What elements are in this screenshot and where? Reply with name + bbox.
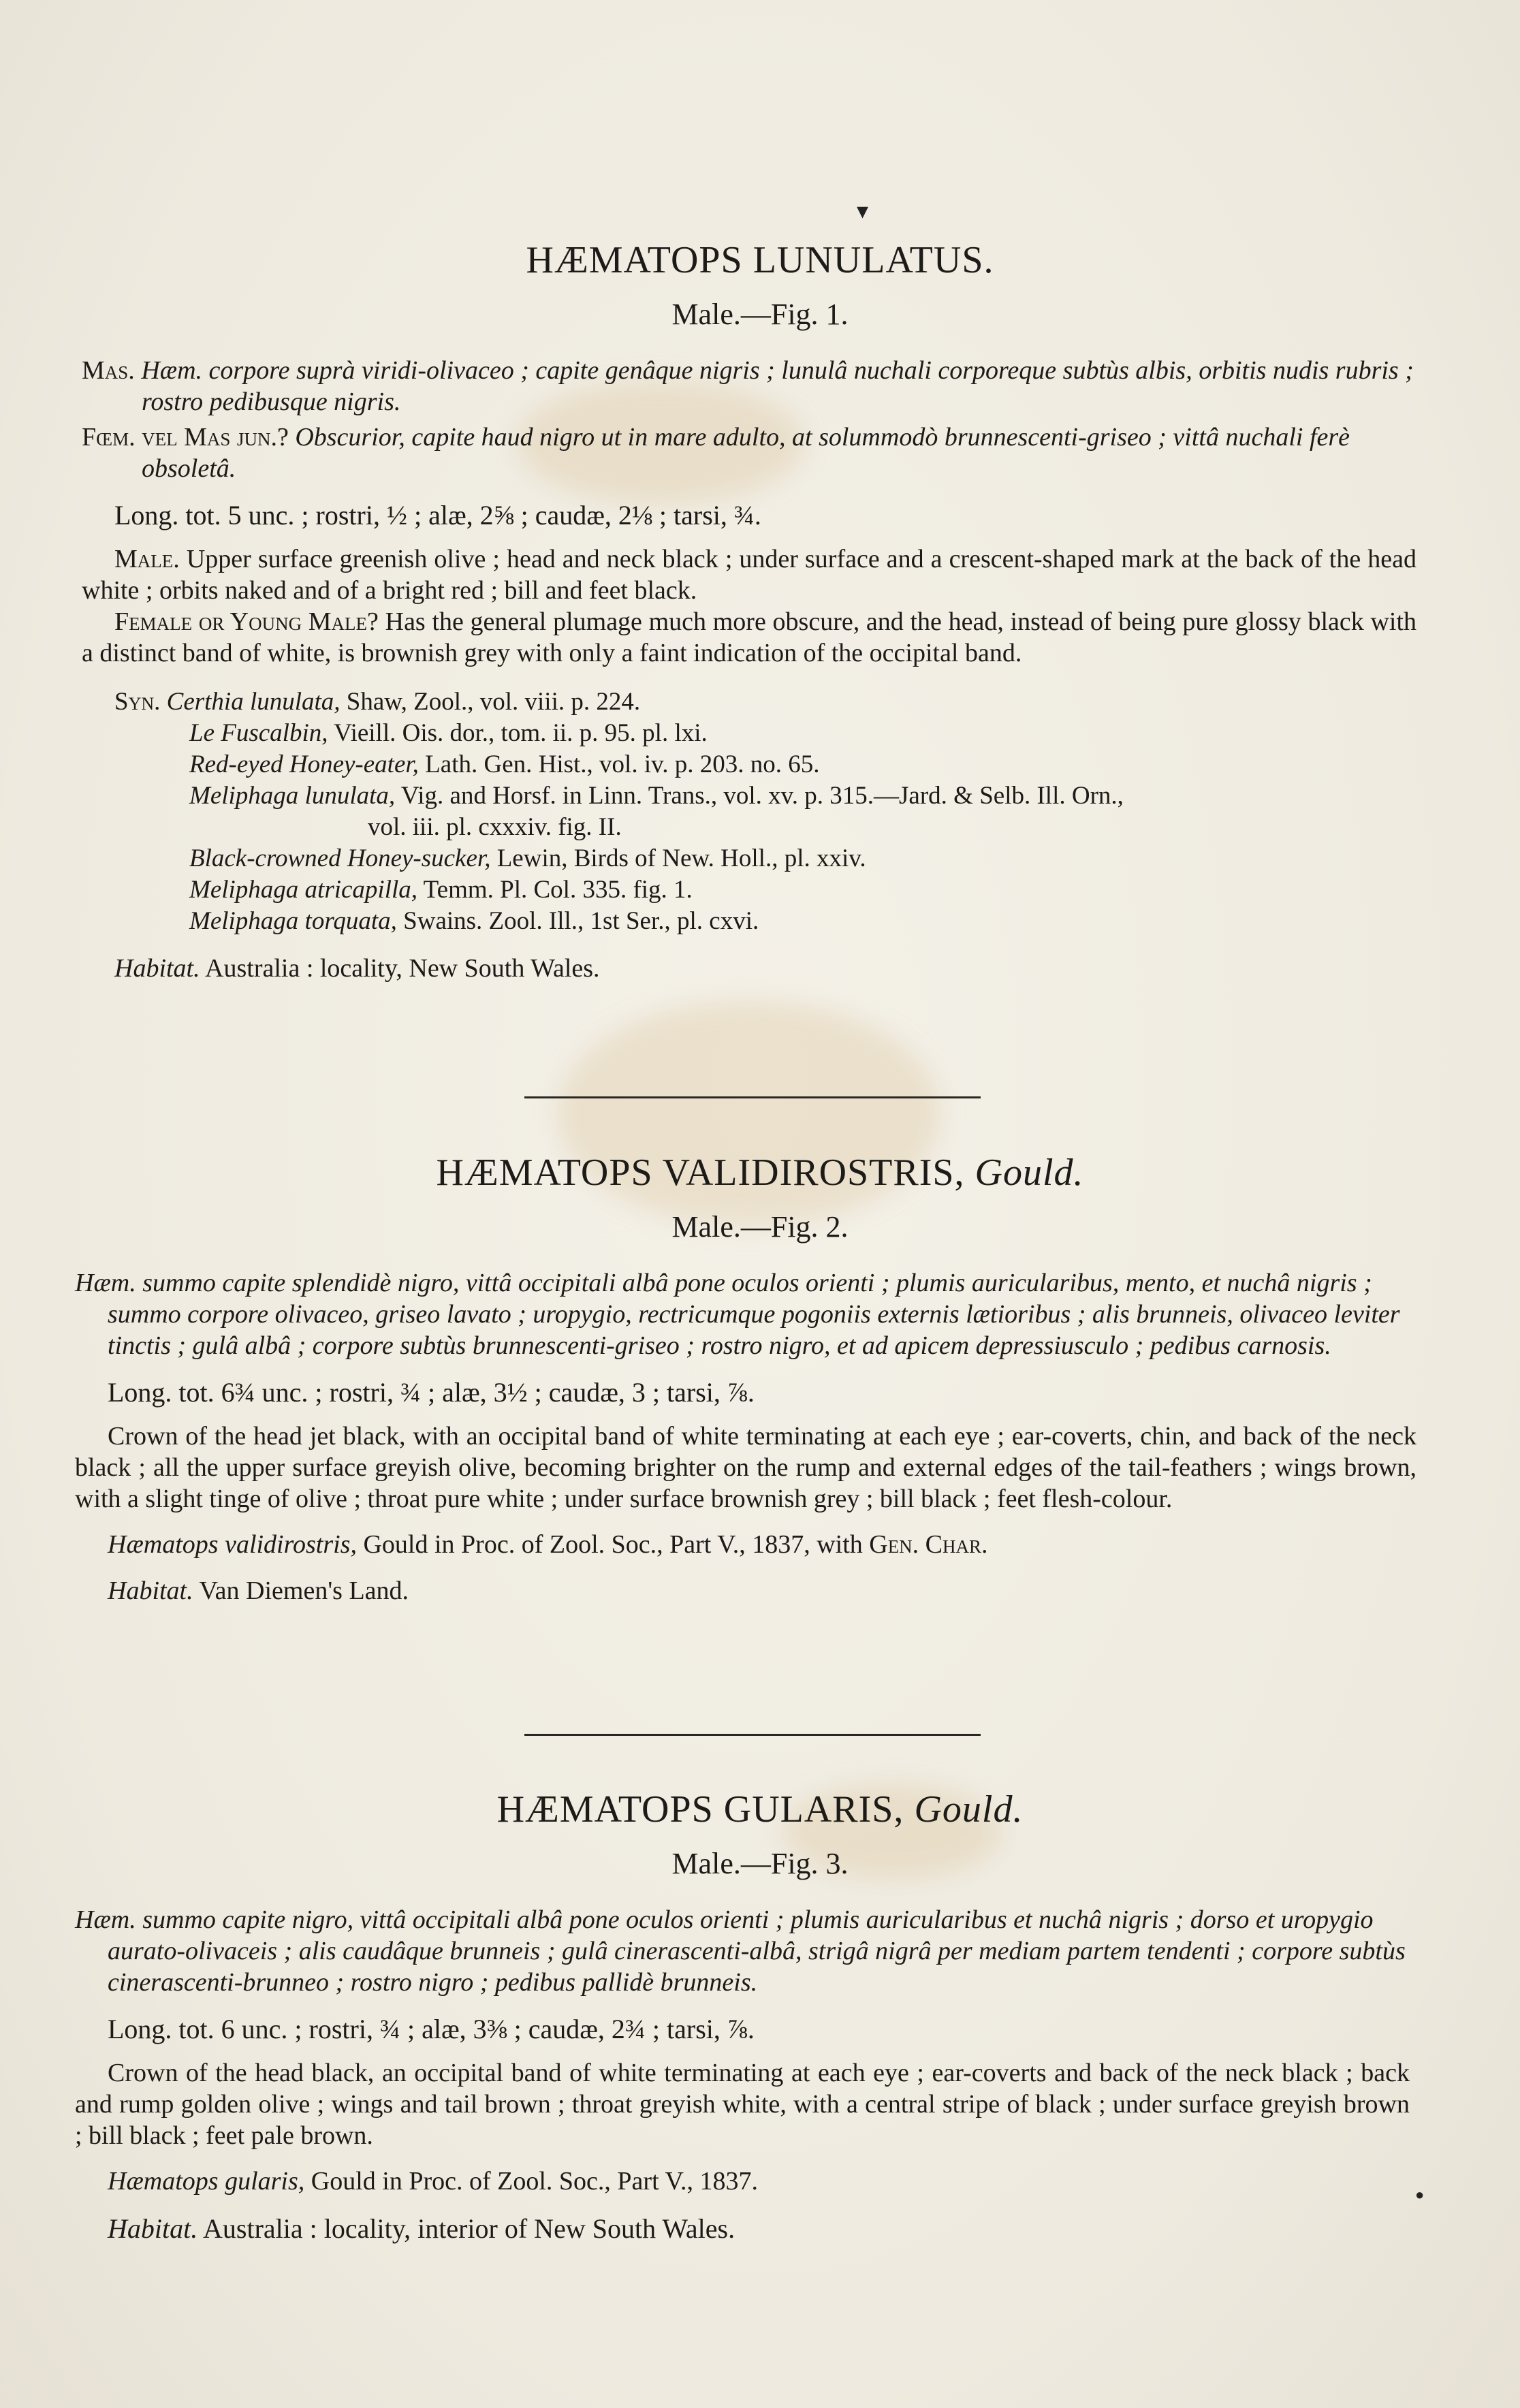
ink-dot: ● [1415,2186,1425,2203]
desc-label: Female or Young Male? [114,607,379,636]
synonym-name: Certhia lunulata, [166,688,341,716]
reference [75,2166,1410,2196]
species-title-text: HÆMATOPS VALIDIROSTRIS, [436,1152,965,1194]
reference-tail: Gen. Char. [869,1530,988,1559]
description-female [82,606,1416,669]
species-title-text: HÆMATOPS GULARIS, [496,1788,904,1831]
measurements: Long. tot. 6¾ unc. ; rostri, ¾ ; alæ, 3½ ; caudæ, 3 ; tarsi, ⅞. [108,1377,755,1408]
reference-text: Gould in Proc. of Zool. Soc., Part V., 1837. [311,2167,758,2196]
synonym-row [82,843,1416,874]
figure-label: Male.—Fig. 1. [671,298,849,331]
description: Crown of the head jet black, with an occipital band of white terminating at each eye ; ear-coverts, chin, and back of the neck black ; all the upper surface greyish olive, becoming brighter on the rump and external edges of the tail-feathers ; wings brown, with a slight tinge of olive ; throat pure white ; under surface brownish grey ; bill black ; feet flesh-colour. [75,1422,1416,1513]
ink-dot: ▾ [857,199,869,224]
synonym-ref: Swains. Zool. Ill., 1st Ser., pl. cxvi. [403,907,759,935]
habitat [75,1576,1416,1606]
habitat-text: Australia : locality, New South Wales. [205,954,600,983]
species-title [0,238,1520,282]
entry-body [75,1904,1410,2245]
latin-description-female [82,422,1416,484]
syn-label: Syn. [114,688,161,716]
latin-label: Fœm. vel Mas jun.? [82,423,289,452]
section-divider [524,1096,981,1098]
habitat [82,953,1416,983]
desc-text: Has the general plumage much more obscure, and the head, instead of being pure glossy black with a distinct band of white, is brownish grey with only a faint indication of the occipital band. [82,607,1417,667]
latin-label: Mas. [82,356,135,385]
reference-name: Hæmatops gularis, [108,2167,305,2196]
reference-text: Gould in Proc. of Zool. Soc., Part V., 1837, with [363,1530,863,1559]
description: Crown of the head black, an occipital band of white terminating at each eye ; ear-coverts and back of the neck black ; back and rump golden olive ; wings and tail brown ; throat greyish white, with a central stripe of black ; under surface greyish brown ; bill black ; feet pale brown. [75,2059,1410,2150]
reference-name: Hæmatops validirostris, [108,1530,357,1559]
synonym-name: Le Fuscalbin, [189,719,328,747]
species-entry-lunulatus [0,238,1520,983]
synonym-ref: vol. iii. pl. cxxxiv. fig. II. [368,813,622,841]
synonym-name: Meliphaga lunulata, [189,782,396,810]
desc-text: Upper surface greenish olive ; head and neck black ; under surface and a crescent-shaped mark at the back of the head white ; orbits naked and of a bright red ; bill and feet black. [82,545,1417,605]
latin-text: Hæm. corpore suprà viridi-olivaceo ; capite genâque nigris ; lunulâ nuchali corporeque subtùs albis, orbitis nudis rubris ; rostro pedibusque nigris. [141,356,1414,416]
description-male [82,543,1416,606]
latin-description-male [82,355,1416,417]
synonym-ref: Lath. Gen. Hist., vol. iv. p. 203. no. 65. [425,750,820,778]
habitat-label: Habitat. [108,1577,193,1605]
desc-label: Male. [114,545,180,573]
species-title [0,1788,1520,1831]
latin-description: Hæm. summo capite nigro, vittâ occipitali albâ pone oculos orienti ; plumis auricularibus et nuchâ nigris ; dorso et uropygio aurato-olivaceis ; alis caudâque brunneis ; gulâ cinerascenti-albâ, strigâ nigrâ per mediam partem tendenti ; corpore subtùs cinerascenti-brunneo ; rostro nigro ; pedibus pallidè brunneis. [75,1905,1406,1997]
habitat-label: Habitat. [114,954,200,983]
species-entry-gularis [0,1788,1520,2245]
synonym-name: Red-eyed Honey-eater, [189,750,419,778]
entry-body [75,1267,1416,1606]
synonym-row [82,718,1416,749]
synonym-ref: Vig. and Horsf. in Linn. Trans., vol. xv. p. 315.—Jard. & Selb. Ill. Orn., [400,782,1124,810]
latin-description: Hæm. summo capite splendidè nigro, vittâ occipitali albâ pone oculos orienti ; plumis auricularibus, mento, et nuchâ nigris ; summo corpore olivaceo, griseo lavato ; uropygio, rectricumque pogoniis externis lætioribus ; alis brunneis, olivaceo leviter tinctis ; gulâ albâ ; corpore subtùs brunnescenti-griseo ; rostro nigro, et ad apicem depressiusculo ; pedibus carnosis. [75,1269,1400,1360]
synonym-row [82,780,1416,812]
latin-text: Obscurior, capite haud nigro ut in mare adulto, at solummodò brunnescenti-griseo ; vittâ nuchali ferè obsoletâ. [142,423,1350,483]
entry-body [82,355,1416,983]
synonym-row [82,874,1416,906]
species-title-text: HÆMATOPS LUNULATUS. [526,239,994,281]
synonym-ref: Lewin, Birds of New. Holl., pl. xxiv. [496,844,866,872]
species-author: Gould. [914,1788,1024,1831]
species-title [0,1151,1520,1194]
habitat-text: Van Diemen's Land. [199,1577,409,1605]
habitat-label: Habitat. [108,2213,198,2244]
synonym-name: Meliphaga torquata, [189,907,397,935]
synonym-ref: Temm. Pl. Col. 335. fig. 1. [423,876,693,904]
reference [75,1530,1416,1559]
species-author: Gould. [975,1152,1084,1194]
habitat-text: Australia : locality, interior of New South Wales. [203,2213,735,2244]
synonym-row [82,812,1416,843]
synonymy-list [82,686,1416,937]
synonym-name: Black-crowned Honey-sucker, [189,844,491,872]
synonym-row [82,749,1416,780]
section-divider [524,1734,981,1736]
measurements: Long. tot. 6 unc. ; rostri, ¾ ; alæ, 3⅜ ; caudæ, 2¾ ; tarsi, ⅞. [108,2014,755,2044]
figure-label: Male.—Fig. 3. [671,1847,849,1880]
synonym-row [82,906,1416,937]
figure-label: Male.—Fig. 2. [671,1210,849,1243]
synonym-ref: Vieill. Ois. dor., tom. ii. p. 95. pl. lxi. [334,719,708,747]
synonym-ref: Shaw, Zool., vol. viii. p. 224. [346,688,641,716]
synonym-name: Meliphaga atricapilla, [189,876,418,904]
habitat [75,2213,1410,2245]
synonym-row [82,686,1416,718]
measurements: Long. tot. 5 unc. ; rostri, ½ ; alæ, 2⅝ ; caudæ, 2⅛ ; tarsi, ¾. [114,500,761,530]
species-entry-validirostris [0,1151,1520,1606]
